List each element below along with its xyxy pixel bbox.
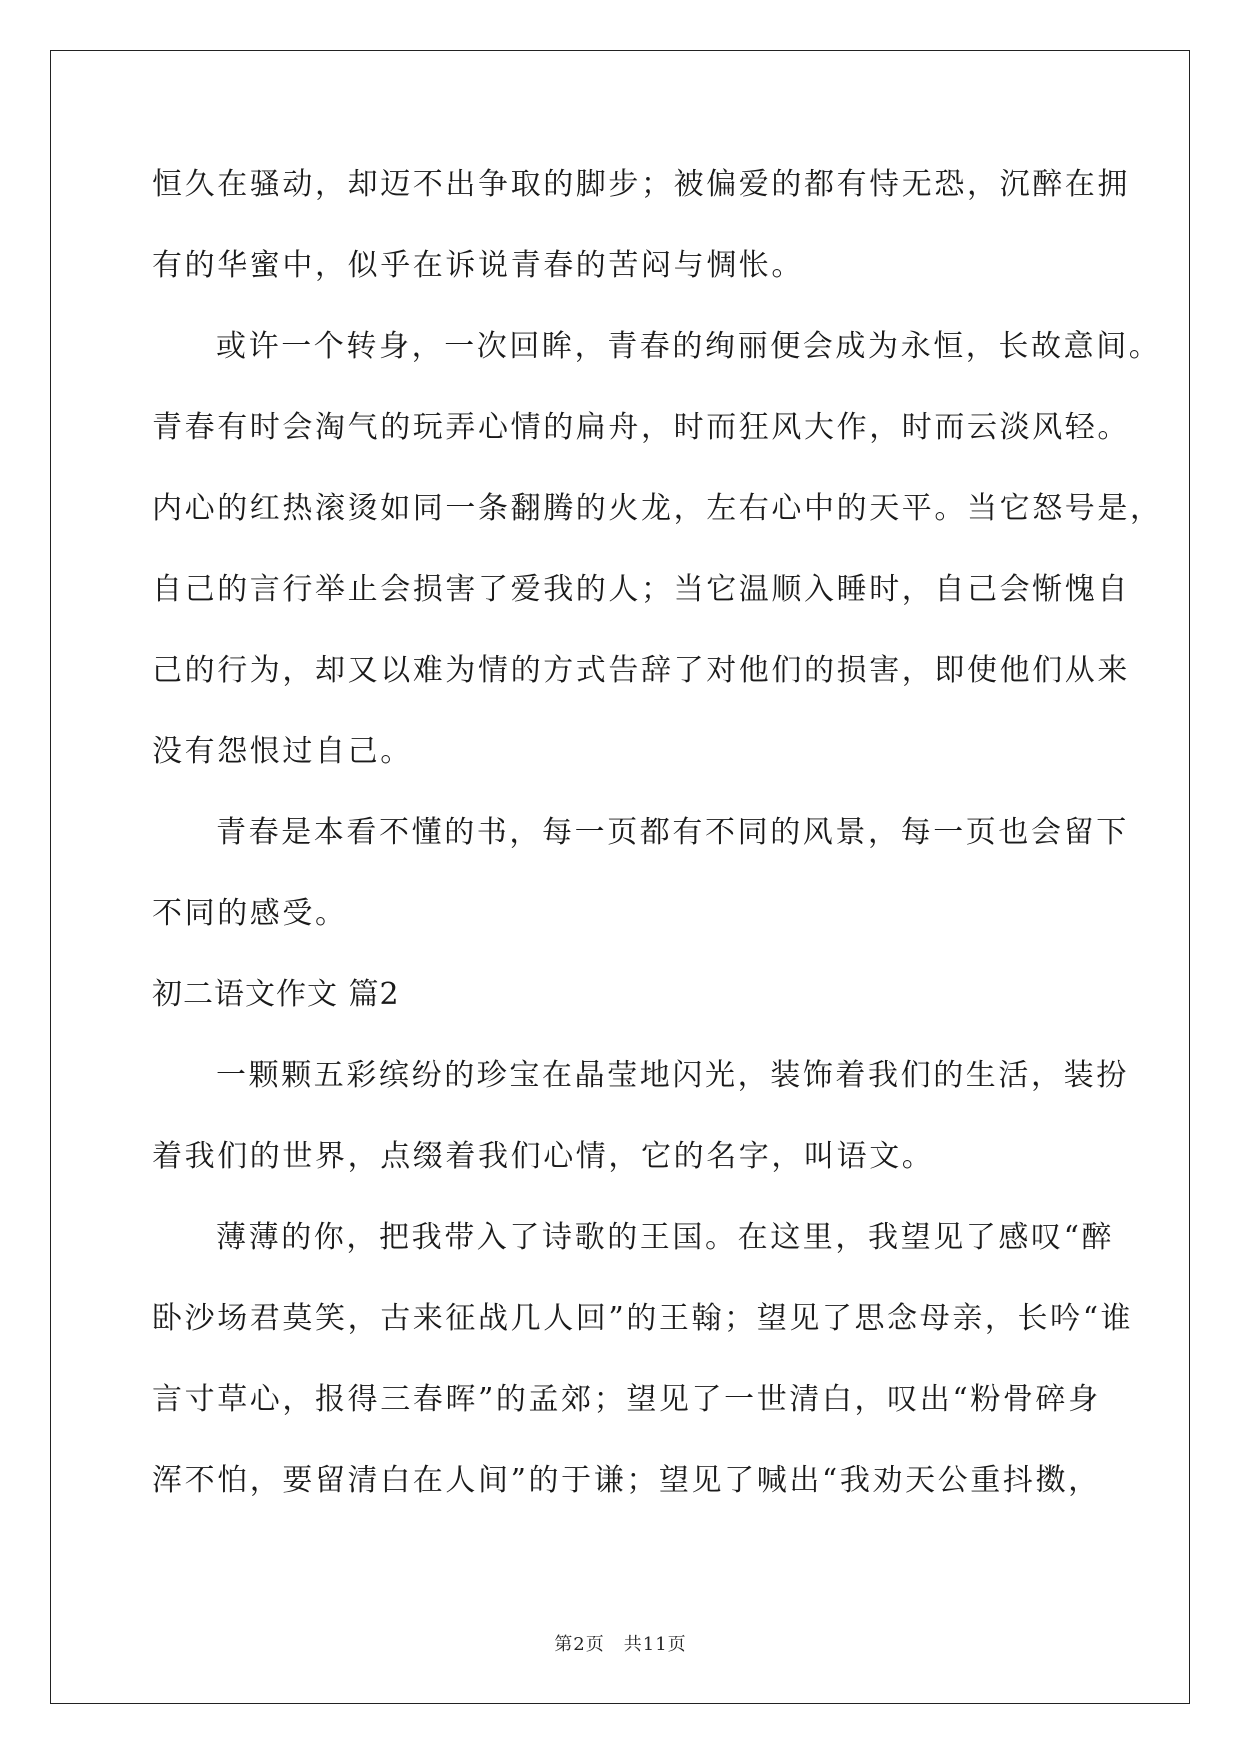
document-body <box>152 160 1163 1537</box>
text-line: 有的华蜜中，似乎在诉说青春的苦闷与惆怅。 <box>152 248 804 283</box>
paragraph-start-line: 一颗颗五彩缤纷的珍宝在晶莹地闪光，装饰着我们的生活，装扮 <box>216 1058 1129 1093</box>
section-heading: 初二语文作文 篇2 <box>152 977 400 1012</box>
paragraph-start-line: 青春是本看不懂的书，每一页都有不同的风景，每一页也会留下 <box>216 815 1129 850</box>
text-line: 恒久在骚动，却迈不出争取的脚步；被偏爱的都有恃无恐，沉醉在拥 <box>152 167 1130 202</box>
text-line: 不同的感受。 <box>152 896 348 931</box>
text-line: 自己的言行举止会损害了爱我的人；当它温顺入睡时，自己会惭愧自 <box>152 572 1130 607</box>
text-line: 卧沙场君莫笑，古来征战几人回”的王翰；望见了思念母亲，长吟“谁 <box>152 1301 1134 1336</box>
paragraph-start-line: 薄薄的你，把我带入了诗歌的王国。在这里，我望见了感叹“醉 <box>216 1220 1115 1255</box>
text-line: 言寸草心，报得三春晖”的孟郊；望见了一世清白，叹出“粉骨碎身 <box>152 1382 1101 1417</box>
text-line: 浑不怕，要留清白在人间”的于谦；望见了喊出“我劝天公重抖擞， <box>152 1463 1101 1498</box>
text-line: 内心的红热滚烫如同一条翻腾的火龙，左右心中的天平。当它怒号是， <box>152 491 1163 526</box>
text-line: 着我们的世界，点缀着我们心情，它的名字，叫语文。 <box>152 1139 935 1174</box>
text-line: 没有怨恨过自己。 <box>152 734 413 769</box>
text-line: 己的行为，却又以难为情的方式告辞了对他们的损害，即使他们从来 <box>152 653 1130 688</box>
paragraph-start-line: 或许一个转身，一次回眸，青春的绚丽便会成为永恒，长故意间。 <box>216 329 1162 364</box>
page-number-footer: 第2页 共11页 <box>554 1634 687 1655</box>
text-line: 青春有时会淘气的玩弄心情的扁舟，时而狂风大作，时而云淡风轻。 <box>152 410 1130 445</box>
